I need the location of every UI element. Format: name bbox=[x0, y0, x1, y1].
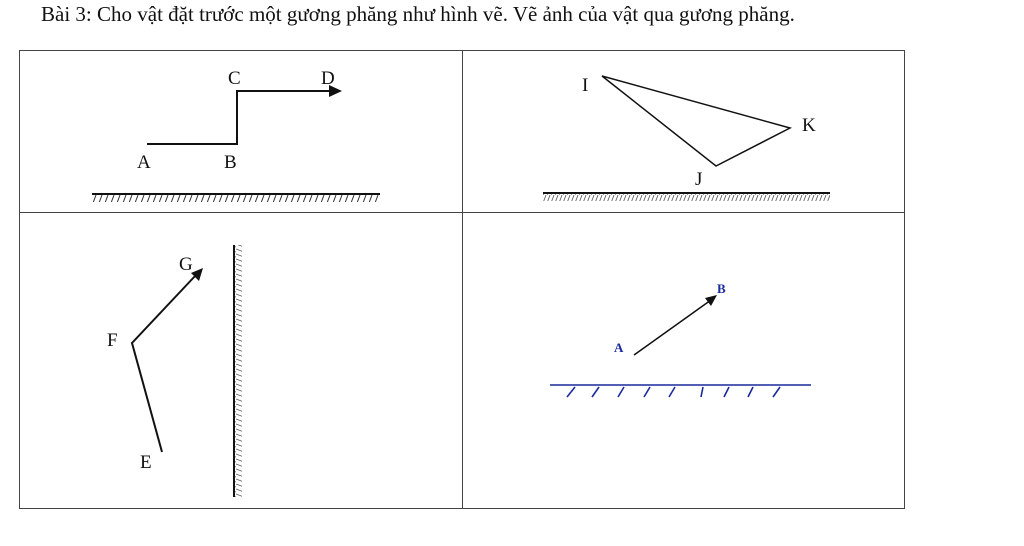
problem-title: Bài 3: Cho vật đặt trước một gương phăng như hình vẽ. Vẽ ảnh của vật qua gương phăng. bbox=[41, 2, 795, 26]
figure-ijk bbox=[463, 51, 904, 213]
label-i: I bbox=[582, 75, 589, 96]
figure-ab-blue bbox=[463, 213, 904, 508]
plane-mirror-blue bbox=[550, 385, 811, 397]
figure-efg bbox=[20, 213, 463, 508]
label-a: A bbox=[137, 152, 151, 173]
figure-table bbox=[19, 50, 905, 509]
label-f: F bbox=[107, 330, 118, 351]
plane-mirror-horizontal bbox=[92, 194, 380, 202]
object-ab-arrow bbox=[634, 300, 711, 355]
figure-cell-ab-blue bbox=[463, 213, 904, 508]
object-triangle-ijk bbox=[602, 76, 790, 166]
plane-mirror-horizontal bbox=[543, 193, 830, 201]
figure-cell-abcd bbox=[20, 51, 463, 213]
label-a-blue: A bbox=[614, 340, 624, 355]
object-efg-path bbox=[132, 275, 196, 452]
label-j: J bbox=[695, 169, 703, 190]
figure-abcd bbox=[20, 51, 463, 213]
figure-cell-efg bbox=[20, 213, 463, 508]
label-c: C bbox=[228, 68, 241, 89]
plane-mirror-vertical bbox=[234, 245, 242, 497]
label-e: E bbox=[140, 452, 152, 473]
label-b: B bbox=[224, 152, 237, 173]
label-g: G bbox=[179, 254, 193, 275]
label-d: D bbox=[321, 68, 335, 89]
figure-cell-ijk bbox=[463, 51, 904, 213]
label-b-blue: B bbox=[717, 281, 726, 296]
object-abcd-path bbox=[147, 91, 332, 144]
arrowhead-b bbox=[705, 295, 717, 306]
label-k: K bbox=[802, 115, 816, 136]
